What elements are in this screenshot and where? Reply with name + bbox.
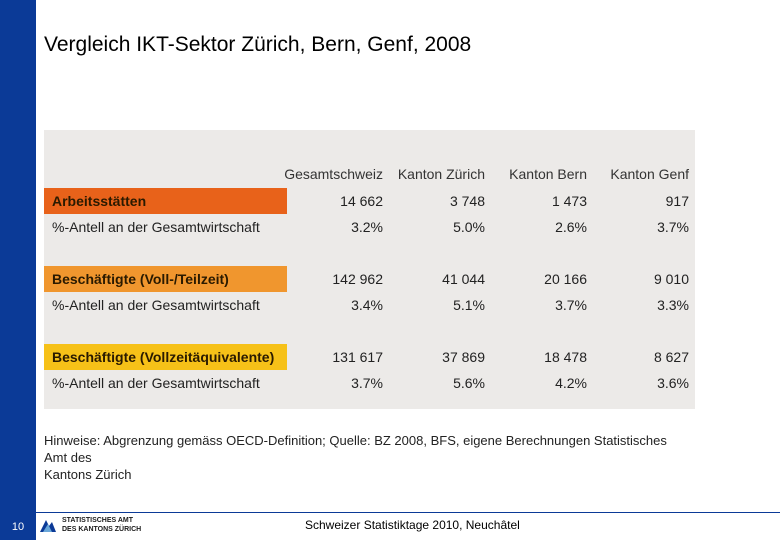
canton-emblem-icon	[38, 516, 58, 536]
table-cell: 3.6%	[657, 375, 689, 391]
table-cell: 3.7%	[657, 219, 689, 235]
table-cell: 5.1%	[453, 297, 485, 313]
table-cell: 3.7%	[351, 375, 383, 391]
left-accent-bar	[0, 0, 36, 540]
row-label-share: %-Antell an der Gesamtwirtschaft	[52, 219, 260, 235]
table-cell: 37 869	[442, 349, 485, 365]
section-label-arbeitsstaetten: Arbeitsstätten	[44, 188, 287, 214]
page-number: 10	[11, 521, 25, 533]
table-cell: 142 962	[332, 271, 383, 287]
source-note-line-2: Kantons Zürich	[44, 467, 132, 482]
column-header-bern: Kanton Bern	[509, 166, 587, 182]
logo-line-1: STATISTISCHES AMT	[62, 517, 134, 524]
statistisches-amt-logo	[38, 516, 178, 536]
table-cell: 41 044	[442, 271, 485, 287]
table-cell: 5.0%	[453, 219, 485, 235]
table-cell: 20 166	[544, 271, 587, 287]
column-header-gesamtschweiz: Gesamtschweiz	[284, 166, 383, 182]
table-cell: 131 617	[332, 349, 383, 365]
slide-title: Vergleich IKT-Sektor Zürich, Bern, Genf, 2008	[44, 33, 472, 56]
section-label-beschaeftigte-vollzeitaequivalente: Beschäftigte (Vollzeitäquivalente)	[44, 344, 287, 370]
source-note	[44, 432, 684, 483]
table-cell: 3.4%	[351, 297, 383, 313]
table-cell: 5.6%	[453, 375, 485, 391]
table-cell: 18 478	[544, 349, 587, 365]
table-cell: 3.3%	[657, 297, 689, 313]
table-cell: 8 627	[653, 349, 689, 365]
table-cell: 3 748	[449, 193, 485, 209]
table-cell: 14 662	[340, 193, 383, 209]
table-cell: 1 473	[551, 193, 587, 209]
source-note-line-1: Hinweise: Abgrenzung gemäss OECD-Definition; Quelle: BZ 2008, BFS, eigene Berechnungen Statistisches Amt des	[44, 433, 667, 465]
data-table	[44, 130, 695, 409]
table-cell: 9 010	[653, 271, 689, 287]
row-label-share: %-Antell an der Gesamtwirtschaft	[52, 297, 260, 313]
row-label-share: %-Antell an der Gesamtwirtschaft	[52, 375, 260, 391]
table-cell: 2.6%	[555, 219, 587, 235]
column-header-genf: Kanton Genf	[610, 166, 689, 182]
table-cell: 4.2%	[555, 375, 587, 391]
table-cell: 3.7%	[555, 297, 587, 313]
column-header-zuerich: Kanton Zürich	[397, 166, 485, 182]
footer-divider	[36, 512, 780, 513]
table-cell: 917	[665, 193, 689, 209]
table-cell: 3.2%	[351, 219, 383, 235]
section-label-beschaeftigte-voll-teilzeit: Beschäftigte (Voll-/Teilzeit)	[44, 266, 287, 292]
logo-line-2: DES KANTONS ZÜRICH	[62, 526, 142, 533]
footer-text: Schweizer Statistiktage 2010, Neuchâtel	[305, 518, 520, 532]
